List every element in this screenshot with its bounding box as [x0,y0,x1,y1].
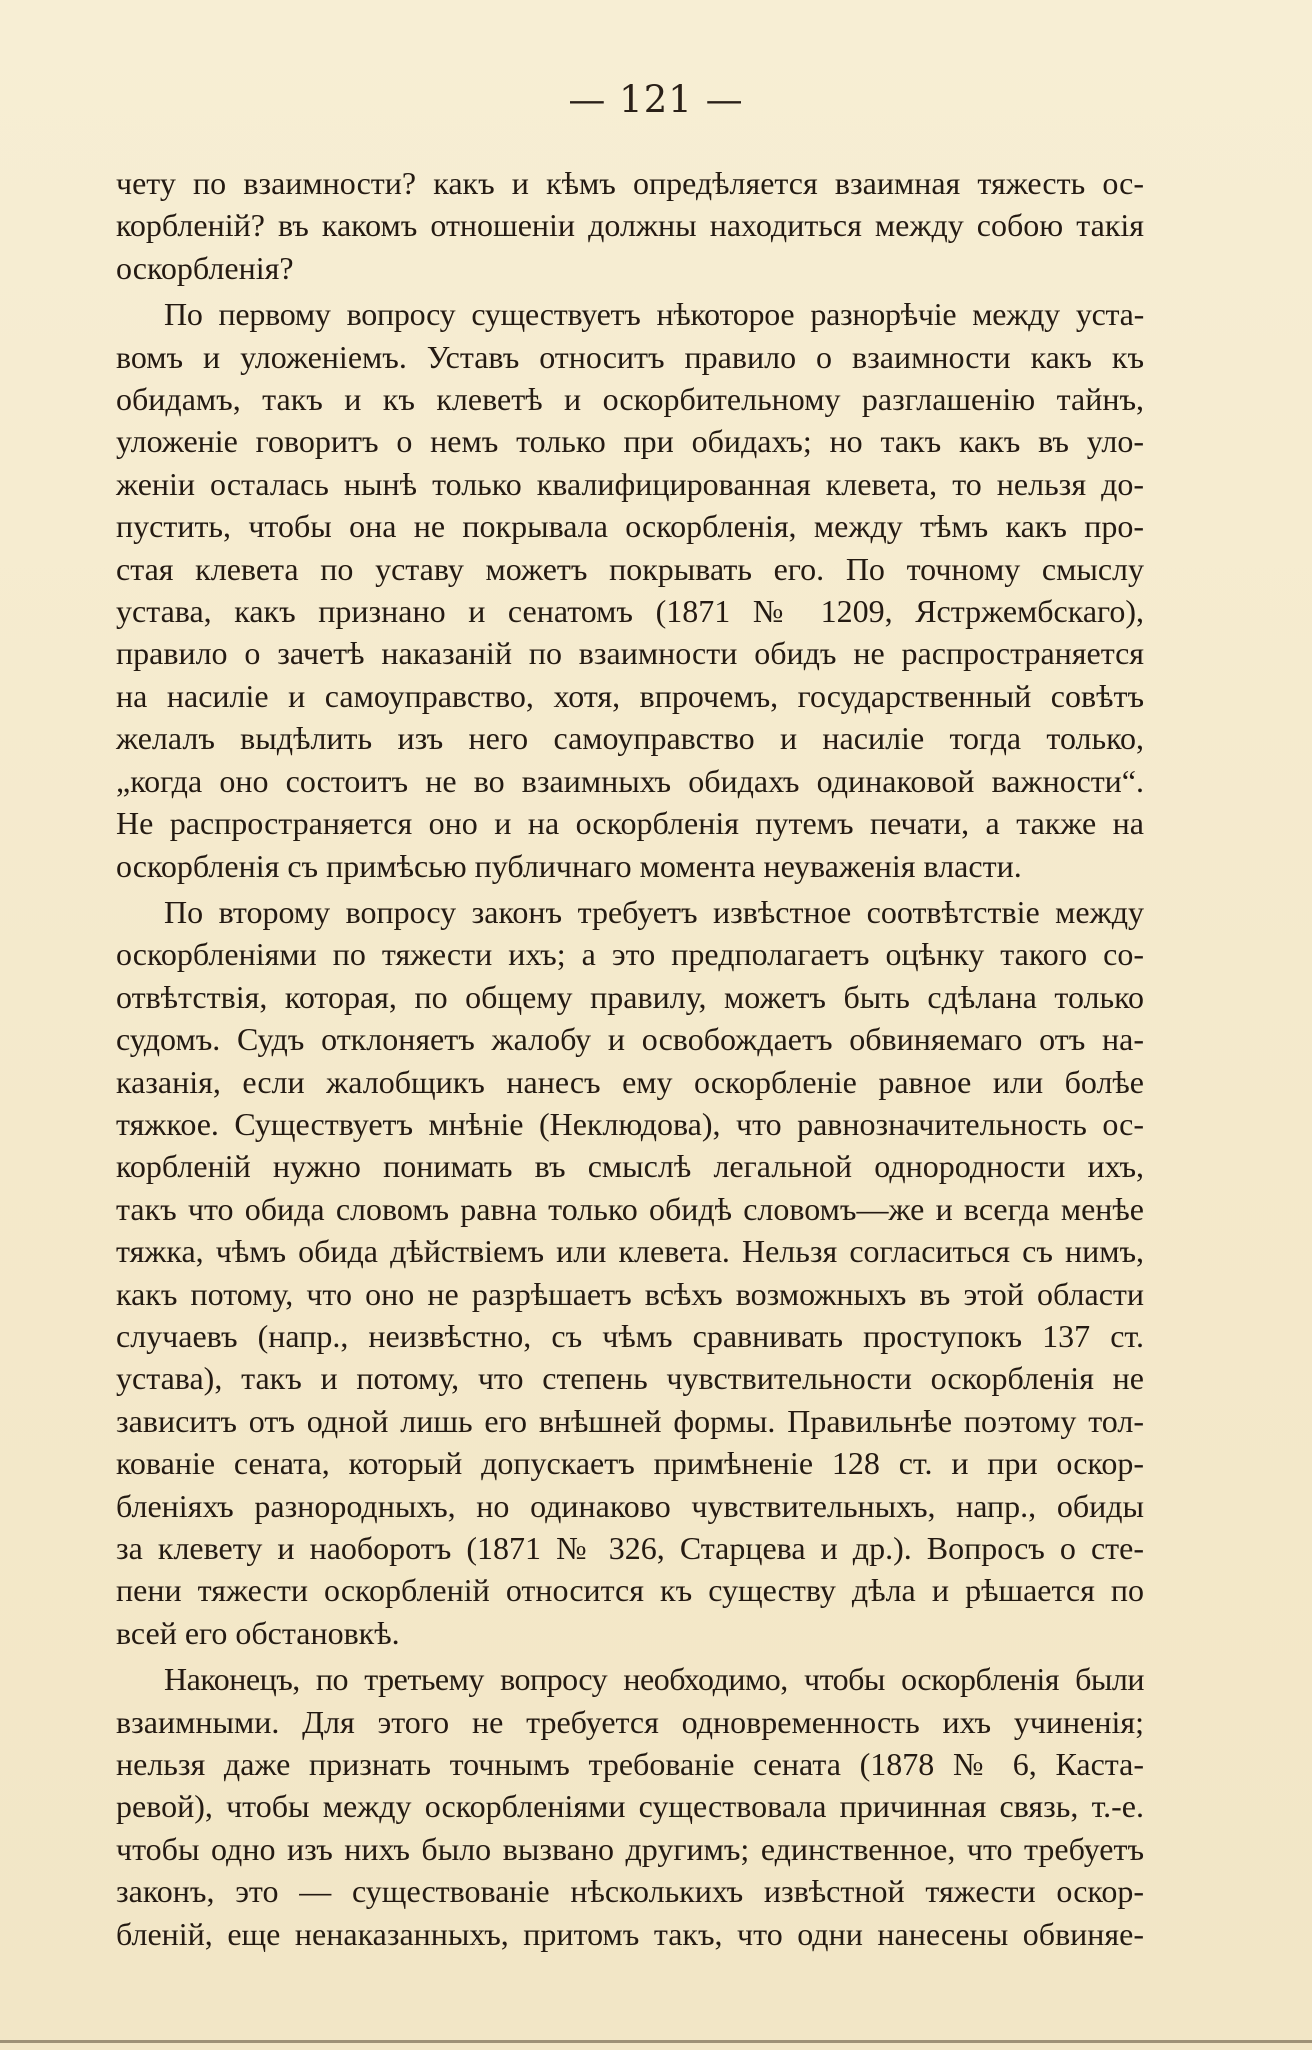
text-line: за клевету и наоборотъ (1871 № 326, Старцева и др.). Вопросъ о сте- [116,1530,1144,1566]
text-line: казанія, если жалобщикъ нанесъ ему оскорбленіе равное или болѣе [116,1063,1144,1100]
text-line: обидамъ, такъ и къ клеветѣ и оскорбительному разглашенію тайнъ, [116,381,1144,418]
text-line: пени тяжести оскорбленій относится къ существу дѣла и рѣшается по [116,1572,1144,1609]
text-line: корбленій? въ какомъ отношеніи должны находиться между собою такія [116,207,1144,244]
text-line: зависитъ отъ одной лишь его внѣшней формы. Правильнѣе поэтому тол- [116,1402,1144,1439]
text-line: чету по взаимности? какъ и кѣмъ опредѣляется взаимная тяжесть ос- [116,165,1144,201]
text-line: ревой), чтобы между оскорбленіями существовала причинная связь, т.-е. [116,1788,1144,1825]
text-line: правило о зачетѣ наказаній по взаимности обидъ не распространяется [116,635,1144,672]
page-number: — 121 — [568,78,744,121]
text-line: устава, какъ признано и сенатомъ (1871 № 1209, Ястржембскаго), [116,593,1144,630]
body-text [116,162,1144,1959]
text-line: какъ потому, что оно не разрѣшаетъ всѣхъ возможныхъ въ этой области [116,1275,1144,1312]
text-line: корбленій нужно понимать въ смыслѣ легальной однородности ихъ, [116,1148,1144,1185]
text-line: устава), такъ и потому, что степень чувствительности оскорбленія не [116,1360,1144,1397]
text-line: оскорбленія? [116,249,294,286]
text-line: бленіяхъ разнородныхъ, но одинаково чувствительныхъ, напр., обиды [116,1487,1144,1524]
text-line: вомъ и уложеніемъ. Уставъ относитъ правило о взаимности какъ къ [116,338,1144,375]
text-line: взаимными. Для этого не требуется одновременность ихъ учиненія; [116,1703,1144,1740]
text-line: законъ, это — существованіе нѣсколькихъ извѣстной тяжести оскор- [116,1873,1144,1910]
text-line: оскорбленія съ примѣсью публичнаго момента неуваженія власти. [116,847,1022,884]
text-line: По первому вопросу существуетъ нѣкоторое разнорѣчіе между уста- [164,296,1144,333]
text-line: уложеніе говоритъ о немъ только при обидахъ; но такъ какъ въ уло- [116,423,1144,460]
text-line: на насиліе и самоуправство, хотя, впрочемъ, государственный совѣтъ [116,677,1144,714]
text-line: „когда оно состоитъ не во взаимныхъ обидахъ одинаковой важности“. [116,762,1144,799]
paragraph-4 [116,1658,1144,1955]
text-line: всей его обстановкѣ. [116,1614,400,1651]
text-line: тяжка, чѣмъ обида дѣйствіемъ или клевета. Нельзя согласиться съ нимъ, [116,1233,1144,1270]
paragraph-1 [116,162,1144,289]
text-line: отвѣтствія, которая, по общему правилу, можетъ быть сдѣлана только [116,978,1144,1015]
text-line: оскорбленіями по тяжести ихъ; а это предполагаетъ оцѣнку такого со- [116,936,1144,973]
text-line: бленій, еще ненаказанныхъ, притомъ такъ, что одни нанесены обвиняе- [116,1915,1144,1952]
text-line: Не распространяется оно и на оскорбленія путемъ печати, а также на [116,805,1144,842]
text-line: нельзя даже признать точнымъ требованіе сената (1878 № 6, Каста- [116,1746,1144,1783]
paragraph-2 [116,293,1144,887]
text-line: стая клевета по уставу можетъ покрывать его. По точному смыслу [116,550,1144,587]
text-line: По второму вопросу законъ требуетъ извѣстное соотвѣтствіе между [164,893,1144,930]
text-line: чтобы одно изъ нихъ было вызвано другимъ; единственное, что требуетъ [116,1830,1144,1867]
text-line: пустить, чтобы она не покрывала оскорбленія, между тѣмъ какъ про- [116,508,1144,545]
text-line: желалъ выдѣлить изъ него самоуправство и насиліе тогда только, [116,720,1144,757]
text-line: Наконецъ, по третьему вопросу необходимо, чтобы оскорбленія были [164,1661,1144,1698]
text-line: кованіе сената, который допускаетъ примѣненіе 128 ст. и при оскор- [116,1445,1144,1482]
paragraph-3 [116,891,1144,1654]
text-line: судомъ. Судъ отклоняетъ жалобу и освобождаетъ обвиняемаго отъ на- [116,1021,1144,1058]
text-line: такъ что обида словомъ равна только обидѣ словомъ—же и всегда менѣе [116,1190,1144,1227]
text-line: случаевъ (напр., неизвѣстно, съ чѣмъ сравнивать проступокъ 137 ст. [116,1317,1144,1354]
page-bottom-edge [0,2040,1312,2043]
text-line: тяжкое. Существуетъ мнѣніе (Неклюдова), что равнозначительность ос- [116,1105,1144,1142]
text-line: женіи осталась нынѣ только квалифицированная клевета, то нельзя до- [116,465,1144,502]
